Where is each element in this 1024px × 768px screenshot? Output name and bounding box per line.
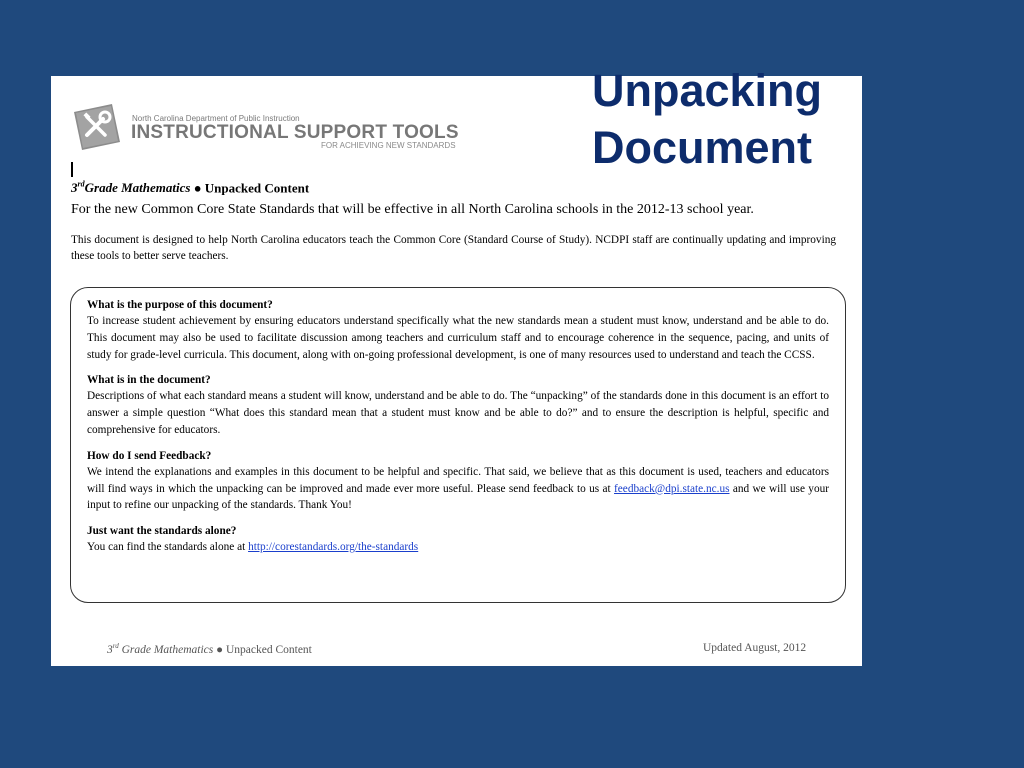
faq-section-purpose <box>87 297 829 363</box>
text-cursor <box>71 162 73 177</box>
footer-title <box>107 642 312 656</box>
document-subheading: For the new Common Core State Standards that will be effective in all North Carolina schools in the 2012-13 school year. <box>71 202 754 217</box>
footer-grade-suffix: rd <box>112 642 119 650</box>
document-heading <box>71 180 309 196</box>
faq-section-standards <box>87 523 829 556</box>
faq-section-contents <box>87 372 829 438</box>
heading-subject: Grade Mathematics <box>84 180 191 196</box>
faq-question: How do I send Feedback? <box>87 449 212 462</box>
faq-answer <box>87 464 829 514</box>
footer-subject: Grade Mathematics <box>121 643 214 656</box>
org-name-small: North Carolina Department of Public Instruction <box>132 114 300 123</box>
faq-section-feedback <box>87 448 829 514</box>
footer-suffix: Unpacked Content <box>225 643 312 656</box>
slide-title-line2: Document <box>592 122 813 173</box>
org-name-large: INSTRUCTIONAL SUPPORT TOOLS <box>131 122 459 143</box>
faq-question: What is the purpose of this document? <box>87 299 273 311</box>
footer-grade-number: 3 <box>107 643 113 656</box>
faq-answer-text: and we will use your input to refine our unpacking of the standards. Thank You! <box>87 482 829 512</box>
faq-answer-text: You can find the standards alone at <box>87 541 249 554</box>
faq-box <box>70 287 846 603</box>
standards-link[interactable]: http://corestandards.org/the-standards <box>248 541 419 554</box>
heading-grade-number: 3 <box>71 180 78 196</box>
heading-bullet: ● <box>193 180 202 196</box>
org-tagline: FOR ACHIEVING NEW STANDARDS <box>321 141 456 150</box>
footer-updated: Updated August, 2012 <box>703 642 807 654</box>
faq-question: What is in the document? <box>87 374 211 387</box>
feedback-email-link[interactable]: feedback@dpi.state.nc.us <box>614 482 730 495</box>
footer-bullet: ● <box>216 643 224 656</box>
slide-title-line1: Unpacking <box>592 65 823 116</box>
intro-paragraph: This document is designed to help North Carolina educators teach the Common Core (Standard Course of Study). NCDPI staff are continually updating and improving these tools to better serve teachers. <box>71 234 836 262</box>
faq-answer <box>87 539 829 556</box>
faq-answer: To increase student achievement by ensuring educators understand specifically what the new standards mean a student must know, understand and be able to do. This document may also be used to facilitate discussion among teachers and curriculum staff and to encourage coherence in the sequence, pacing, and units of study for grade-level curricula. This document, along with on-going professional development, is one of many resources used to understand and teach the CCSS. <box>87 315 829 361</box>
faq-answer-text: We intend the explanations and examples in this document to be helpful and specific. That said, we believe that as this document is used, teachers and educators will find ways in which the unpacking can be improved and made ever more useful. Please send feedback to us at <box>87 465 829 495</box>
wrench-screwdriver-icon <box>72 102 122 152</box>
faq-answer: Descriptions of what each standard means a student will know, understand and be able to do. The “unpacking” of the standards done in this document is an effort to answer a simple question “What does this standard mean that a student must know and be able to do?” and to ensure the description is helpful, specific and comprehensive for educators. <box>87 390 829 436</box>
heading-suffix: Unpacked Content <box>204 180 310 196</box>
slide-title <box>592 62 892 176</box>
faq-question: Just want the standards alone? <box>87 525 237 538</box>
heading-grade-suffix: rd <box>77 180 85 189</box>
